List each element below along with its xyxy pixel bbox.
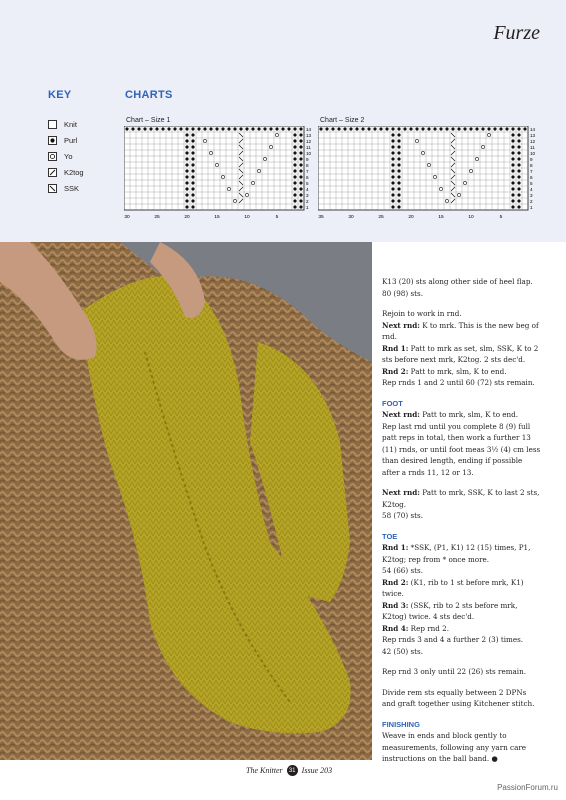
purl-stitch <box>245 127 248 130</box>
purl-stitch <box>391 163 394 166</box>
instruction-para: Rnd 1: *SSK, (P1, K1) 12 (15) times, P1, K2tog; rep from * once more. 54 (66) sts. Rnd 2: (K1, rib to 1 st before mrk, K1) twice. Rnd 3: (SSK, rib to 2 sts before mrk, K2tog) twice. 4 sts dec'd. Rnd 4: Rep rnd 2. Rep rnds 3 and 4 a further 2 (3) times. 42 (50) sts. <box>382 543 531 656</box>
purl-stitch <box>263 127 266 130</box>
row-label: 12 <box>306 139 312 144</box>
purl-stitch <box>343 127 346 130</box>
row-label: 9 <box>530 157 533 162</box>
purl-stitch <box>391 193 394 196</box>
purl-stitch <box>391 175 394 178</box>
purl-stitch <box>511 175 514 178</box>
purl-stitch <box>409 127 412 130</box>
purl-stitch <box>391 139 394 142</box>
key-item-label: Knit <box>64 119 77 129</box>
k2tog-icon <box>48 168 57 177</box>
x-tick-label: 20 <box>408 215 414 220</box>
row-label: 3 <box>530 193 533 198</box>
purl-stitch <box>391 199 394 202</box>
pattern-instructions <box>382 276 542 774</box>
purl-stitch <box>379 127 382 130</box>
purl-stitch <box>397 139 400 142</box>
purl-stitch <box>397 151 400 154</box>
purl-stitch <box>331 127 334 130</box>
purl-stitch <box>161 127 164 130</box>
row-label: 10 <box>530 151 536 156</box>
purl-stitch <box>131 127 134 130</box>
purl-stitch <box>191 145 194 148</box>
purl-stitch <box>481 127 484 130</box>
purl-stitch <box>191 187 194 190</box>
purl-stitch <box>239 127 242 130</box>
purl-stitch <box>215 127 218 130</box>
purl-stitch <box>511 157 514 160</box>
instruction-para: Rep rnd 3 only until 22 (26) sts remain. <box>382 667 527 676</box>
purl-stitch <box>517 145 520 148</box>
purl-stitch <box>391 127 394 130</box>
purl-stitch <box>293 133 296 136</box>
purl-stitch <box>299 139 302 142</box>
purl-stitch <box>299 205 302 208</box>
purl-stitch <box>319 127 322 130</box>
row-label: 2 <box>530 199 533 204</box>
purl-stitch <box>191 139 194 142</box>
purl-stitch <box>293 193 296 196</box>
purl-stitch <box>511 169 514 172</box>
purl-stitch <box>451 127 454 130</box>
purl-stitch <box>191 127 194 130</box>
sock-photo <box>0 242 372 760</box>
finishing-heading: FINISHING <box>382 719 420 729</box>
purl-stitch <box>299 145 302 148</box>
instruction-para: Divide rem sts equally between 2 DPNs and graft together using Kitchener stitch. <box>382 687 535 708</box>
purl-stitch <box>293 151 296 154</box>
x-tick-label: 10 <box>468 215 474 220</box>
x-tick-label: 30 <box>348 215 354 220</box>
purl-stitch <box>293 163 296 166</box>
purl-stitch <box>185 133 188 136</box>
charts-heading: CHARTS <box>125 89 173 101</box>
purl-stitch <box>191 175 194 178</box>
purl-stitch <box>403 127 406 130</box>
instruction-para: Next rnd: Patt to mrk, slm, K to end. Rep last rnd until you complete 8 (9) full patt reps in total, then work a further 13 (11) rnds, or until foot meas 3½ (4) cm less than desired length, ending if possible after a rnds 11, 12 or 13. <box>382 410 541 477</box>
footer-magazine: The Knitter <box>246 766 283 775</box>
purl-stitch <box>397 157 400 160</box>
ssk-icon <box>48 184 57 193</box>
purl-stitch <box>391 151 394 154</box>
chart-size2-title: Chart – Size 2 <box>320 117 365 124</box>
purl-stitch <box>511 193 514 196</box>
watermark: PassionForum.ru <box>497 783 558 792</box>
foot-heading: FOOT <box>382 398 403 408</box>
purl-stitch <box>367 127 370 130</box>
row-label: 14 <box>530 127 536 132</box>
purl-stitch <box>299 199 302 202</box>
chart-size2 <box>318 126 538 225</box>
purl-stitch <box>185 145 188 148</box>
purl-stitch <box>493 127 496 130</box>
purl-stitch <box>517 127 520 130</box>
purl-stitch <box>397 175 400 178</box>
purl-stitch <box>421 127 424 130</box>
footer-issue: Issue 203 <box>301 766 333 775</box>
purl-stitch <box>511 139 514 142</box>
page-title: Furze <box>493 22 540 44</box>
key-item-label: K2tog <box>64 167 84 177</box>
purl-stitch <box>355 127 358 130</box>
purl-stitch <box>397 133 400 136</box>
row-label: 5 <box>306 181 309 186</box>
row-label: 8 <box>530 163 533 168</box>
purl-stitch <box>281 127 284 130</box>
purl-stitch <box>257 127 260 130</box>
purl-stitch <box>275 127 278 130</box>
purl-stitch <box>517 163 520 166</box>
purl-stitch <box>185 175 188 178</box>
purl-stitch <box>293 181 296 184</box>
purl-stitch <box>391 187 394 190</box>
purl-stitch <box>137 127 140 130</box>
purl-stitch <box>293 169 296 172</box>
purl-stitch <box>517 205 520 208</box>
purl-stitch <box>511 127 514 130</box>
purl-stitch <box>173 127 176 130</box>
purl-stitch <box>511 163 514 166</box>
purl-stitch <box>299 157 302 160</box>
purl-stitch <box>293 205 296 208</box>
instruction-para: Next rnd: Patt to mrk, SSK, K to last 2 sts, K2tog. 58 (70) sts. <box>382 488 540 520</box>
purl-stitch <box>191 133 194 136</box>
chart-size1 <box>124 126 314 225</box>
purl-stitch <box>185 169 188 172</box>
purl-stitch <box>143 127 146 130</box>
purl-stitch <box>299 181 302 184</box>
purl-stitch <box>391 145 394 148</box>
x-tick-label: 35 <box>318 215 324 220</box>
key-heading: KEY <box>48 89 72 101</box>
purl-stitch <box>185 199 188 202</box>
x-tick-label: 25 <box>154 215 160 220</box>
purl-stitch <box>517 187 520 190</box>
key-item-label: SSK <box>64 183 80 193</box>
purl-icon <box>48 136 57 145</box>
purl-stitch <box>197 127 200 130</box>
purl-stitch <box>511 151 514 154</box>
purl-stitch <box>191 205 194 208</box>
purl-stitch <box>191 169 194 172</box>
row-label: 6 <box>306 175 309 180</box>
row-label: 1 <box>530 205 533 210</box>
purl-stitch <box>457 127 460 130</box>
purl-stitch <box>179 127 182 130</box>
key-list <box>48 116 84 196</box>
purl-stitch <box>349 127 352 130</box>
x-tick-label: 25 <box>378 215 384 220</box>
purl-stitch <box>337 127 340 130</box>
purl-stitch <box>251 127 254 130</box>
purl-stitch <box>469 127 472 130</box>
x-tick-label: 10 <box>244 215 250 220</box>
purl-stitch <box>511 199 514 202</box>
purl-stitch <box>397 169 400 172</box>
purl-stitch <box>227 127 230 130</box>
row-label: 9 <box>306 157 309 162</box>
instruction-para: Weave in ends and block gently to measurements, following any yarn care instructions on the ball band. ● <box>382 731 527 763</box>
purl-stitch <box>523 127 526 130</box>
instruction-para: Rejoin to work in rnd. Next rnd: K to mrk. This is the new beg of rnd. Rnd 1: Patt to mrk as set, slm, SSK, K to 2 sts before next mrk, K2tog. 2 sts dec'd. Rnd 2: Patt to mrk, slm, K to end. Rep rnds 1 and 2 until 60 (72) sts remain. <box>382 309 539 387</box>
purl-stitch <box>427 127 430 130</box>
row-label: 5 <box>530 181 533 186</box>
purl-stitch <box>373 127 376 130</box>
purl-stitch <box>191 193 194 196</box>
page-number: 31 <box>287 765 298 776</box>
purl-stitch <box>397 199 400 202</box>
row-label: 12 <box>530 139 536 144</box>
purl-stitch <box>517 193 520 196</box>
purl-stitch <box>293 139 296 142</box>
purl-stitch <box>511 205 514 208</box>
purl-stitch <box>293 175 296 178</box>
x-tick-label: 5 <box>275 215 279 220</box>
purl-stitch <box>185 187 188 190</box>
chart-size1-title: Chart – Size 1 <box>126 117 171 124</box>
row-label: 10 <box>306 151 312 156</box>
purl-stitch <box>391 133 394 136</box>
purl-stitch <box>463 127 466 130</box>
purl-stitch <box>433 127 436 130</box>
purl-stitch <box>475 127 478 130</box>
row-label: 6 <box>530 175 533 180</box>
chart-size1-grid <box>124 126 314 221</box>
row-label: 1 <box>306 205 309 210</box>
purl-stitch <box>517 175 520 178</box>
x-tick-label: 15 <box>214 215 220 220</box>
purl-stitch <box>191 181 194 184</box>
purl-stitch <box>391 181 394 184</box>
purl-stitch <box>505 127 508 130</box>
purl-stitch <box>499 127 502 130</box>
purl-stitch <box>299 193 302 196</box>
row-label: 7 <box>306 169 309 174</box>
row-label: 7 <box>530 169 533 174</box>
purl-stitch <box>397 163 400 166</box>
purl-stitch <box>361 127 364 130</box>
purl-stitch <box>185 127 188 130</box>
purl-stitch <box>439 127 442 130</box>
row-label: 2 <box>306 199 309 204</box>
key-item-purl <box>48 132 84 148</box>
row-label: 13 <box>530 133 536 138</box>
row-label: 8 <box>306 163 309 168</box>
page-footer <box>246 765 332 776</box>
purl-stitch <box>517 169 520 172</box>
purl-stitch <box>397 205 400 208</box>
key-item-label: Purl <box>64 135 78 145</box>
purl-stitch <box>299 169 302 172</box>
purl-stitch <box>517 139 520 142</box>
purl-stitch <box>293 199 296 202</box>
key-item-yo <box>48 148 84 164</box>
purl-stitch <box>293 145 296 148</box>
purl-stitch <box>191 157 194 160</box>
purl-stitch <box>185 139 188 142</box>
purl-stitch <box>203 127 206 130</box>
purl-stitch <box>191 163 194 166</box>
purl-stitch <box>391 169 394 172</box>
purl-stitch <box>185 193 188 196</box>
row-label: 4 <box>306 187 309 192</box>
purl-stitch <box>299 151 302 154</box>
purl-stitch <box>385 127 388 130</box>
purl-stitch <box>511 133 514 136</box>
purl-stitch <box>299 133 302 136</box>
row-label: 11 <box>306 145 311 150</box>
purl-stitch <box>299 163 302 166</box>
key-item-label: Yo <box>64 151 73 161</box>
purl-stitch <box>269 127 272 130</box>
row-label: 11 <box>530 145 535 150</box>
purl-stitch <box>125 127 128 130</box>
instruction-para: K13 (20) sts along other side of heel flap. 80 (98) sts. <box>382 277 533 298</box>
purl-stitch <box>293 157 296 160</box>
purl-stitch <box>415 127 418 130</box>
purl-stitch <box>299 187 302 190</box>
purl-stitch <box>397 187 400 190</box>
purl-stitch <box>517 151 520 154</box>
x-tick-label: 30 <box>124 215 130 220</box>
purl-stitch <box>155 127 158 130</box>
row-label: 3 <box>306 193 309 198</box>
purl-stitch <box>191 151 194 154</box>
key-item-k2tog <box>48 164 84 180</box>
purl-stitch <box>185 205 188 208</box>
purl-stitch <box>445 127 448 130</box>
purl-stitch <box>293 127 296 130</box>
yo-icon <box>48 152 57 161</box>
purl-stitch <box>517 133 520 136</box>
purl-stitch <box>397 127 400 130</box>
purl-stitch <box>209 127 212 130</box>
purl-stitch <box>397 145 400 148</box>
purl-stitch <box>293 187 296 190</box>
purl-stitch <box>511 145 514 148</box>
purl-stitch <box>511 187 514 190</box>
purl-stitch <box>185 151 188 154</box>
purl-stitch <box>287 127 290 130</box>
purl-stitch <box>185 181 188 184</box>
purl-stitch <box>397 181 400 184</box>
x-tick-label: 5 <box>499 215 503 220</box>
purl-stitch <box>517 157 520 160</box>
purl-stitch <box>167 127 170 130</box>
x-tick-label: 20 <box>184 215 190 220</box>
purl-stitch <box>149 127 152 130</box>
purl-stitch <box>325 127 328 130</box>
purl-stitch <box>517 181 520 184</box>
purl-stitch <box>511 181 514 184</box>
purl-stitch <box>299 127 302 130</box>
purl-stitch <box>391 205 394 208</box>
purl-stitch <box>397 193 400 196</box>
toe-heading: TOE <box>382 531 398 541</box>
row-label: 14 <box>306 127 312 132</box>
row-label: 4 <box>530 187 533 192</box>
purl-stitch <box>221 127 224 130</box>
purl-stitch <box>391 157 394 160</box>
x-tick-label: 15 <box>438 215 444 220</box>
key-item-knit <box>48 116 84 132</box>
chart-size2-grid <box>318 126 538 221</box>
purl-stitch <box>233 127 236 130</box>
row-label: 13 <box>306 133 312 138</box>
purl-stitch <box>299 175 302 178</box>
end-mark-icon: ● <box>491 754 498 763</box>
purl-stitch <box>185 163 188 166</box>
purl-stitch <box>185 157 188 160</box>
purl-stitch <box>191 199 194 202</box>
knit-icon <box>48 120 57 129</box>
purl-stitch <box>517 199 520 202</box>
purl-stitch <box>487 127 490 130</box>
key-item-ssk <box>48 180 84 196</box>
